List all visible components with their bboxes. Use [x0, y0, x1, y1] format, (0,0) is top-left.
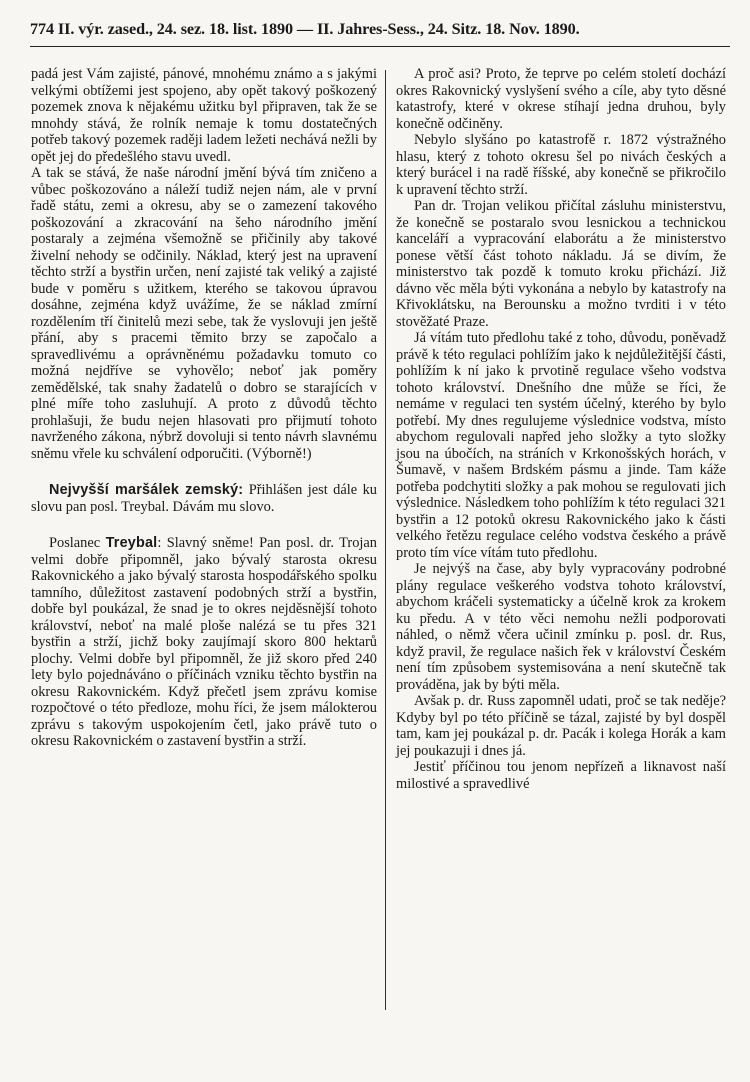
right-paragraph-3: Pan dr. Trojan velikou přičítal zásluhu ministerstvu, že konečně se postaralo svou lesnickou a technickou kanceláří a vypracování elaborátu a že ministerstvo ponese větší část tohoto nákladu. Já se divím, že ministerstvo tak pozdě k tomuto kroku přichází. Již dávno věc měla býti vykonána a nebylo by katastrofy na Křivoklátsku, na Berounsku a možno tvrditi i v této stověžaté Praze.: [396, 198, 726, 330]
speaker-marshal: Nejvyšší maršálek zemský:: [49, 482, 244, 498]
left-paragraph-1: padá jest Vám zajisté, pánové, mnohému známo a s jakými velkými obtížemi jest spojeno, aby opět takový poškozený pozemek znova k nějakému užitku byl připraven, tak že se mnohdy stává, že rolník nemaje k tomu dostatečných potřeb takový pozemek raději ladem ležeti nechává nežli by opět jej do předešlého stavu uvedl.: [31, 66, 377, 165]
right-paragraph-4: Já vítám tuto předlohu také z toho, důvodu, poněvadž právě k této regulaci pohlížím jako k nejdůležitější části, pohlížím k ní jako k prvotině regulace všeho vodstva tohoto království. Dnešního dne může se říci, že nemáme v regulaci ten systém účelný, kterého by bylo potřebí. My dnes regulujeme výslednice vodstva, místo abychom regulovali napřed jeho složky a tyto složky jsou na úbočích, na stráních v Krkonošských horách, v Šumavě, v našem Brdském pásmu a jinde. Tam káže potřeba podchytiti složky a pak mohou se regulovati jich výslednice. Následkem toho pohlížím k této regulaci 321 bystřin a 12 potoků okresu Rakovnického jako k části velkého řetězu regulace celého vodstva českého a právě proto tím více vítám tuto předlohu.: [396, 330, 726, 561]
page-header: 774 II. výr. zased., 24. sez. 18. list. 1890 — II. Jahres-Sess., 24. Sitz. 18. Nov. 1890.: [30, 20, 730, 47]
right-column: [396, 66, 726, 792]
left-paragraph-2: A tak se stává, že naše národní jmění bývá tím zničeno a vůbec poškozováno a náleží tudiž nejen nám, ale v první řadě státu, zemi a okresu, aby se o zamezení takového poškozování a zkracování na šeho národního jmění postaraly a zejména všemožně se přičinily aby takové živelní nehody se odčinily. Náklad, který jest na upravení těchto strží a bystřin určen, není zajisté tak veliký a zajisté bude v poměru s užitkem, kterého se takovou úpravou dosáhne, zejména když uvážíme, že se náklad zmírní rozdělením tří činitelů mezi sebe, tak že vyslovuji jen ještě přání, aby s pracemi těmito brzy se započalo a spravedlivému a oprávněnému požadavku tomuto co možná nejdříve se vyhovělo; neboť jak poměry zemědělské, tak snahy žadatelů o dobro se starajících v plné míře toho zasluhují. A proto z důvodů těchto prohlašuji, že budu nejen hlasovati pro přijmutí tohoto navrženého zákona, nýbrž dovoluji si tento návrh slavnému sněmu vřele ku schválení odporučiti. (Výborně!): [31, 165, 377, 462]
right-paragraph-7: Jestiť příčinou tou jenom nepřízeň a liknavost naší milostivé a spravedlivé: [396, 759, 726, 792]
left-column: [31, 66, 377, 750]
left-paragraph-3-text: Přihlášen jest dále ku slovu pan posl. Treybal. Dávám mu slovo.: [31, 482, 377, 515]
right-paragraph-2: Nebylo slyšáno po katastrofě r. 1872 výstražného hlasu, který z tohoto okresu šel po nivách českých a který burácel i na radě říšské, aby konečně se přikročilo k upravení těchto strží.: [396, 132, 726, 198]
left-paragraph-4-prefix: Poslanec: [49, 535, 106, 551]
left-paragraph-4-text: : Slavný sněme! Pan posl. dr. Trojan velmi dobře připomněl, jako bývalý starosta okresu Rakovnického a jako bývalý starosta hospodářského spolku tamního, důležitost zastavení podobných strží a bystřin, dobře byl poukázal, že snad je to okres nejděsnější tohoto království, neboť na malé ploše nalézá se tu přes 321 bystřin a strží, jichž boky zaujímají skoro 800 hektarů plochy. Velmi dobře byl připomněl, že již skoro před 240 lety bylo pojednáváno o příčinách vzniku těchto bystřin na okresu Rakovnickém. Když přečetl jsem zprávu komise rozpočtové o této předloze, mohu říci, že jsem málokterou zprávu s takovým uspokojením četl, jako právě tuto o okresu Rakovnickém o zastavení bystřin a strží.: [31, 535, 377, 749]
right-paragraph-5: Je nejvýš na čase, aby byly vypracovány podrobné plány regulace veškerého vodstva tohoto království, abychom kráčeli systematicky a účelně krok za krokem ku předu. A v této věci nemohu nežli podporovati náhled, o němž včera učinil zmínku p. posl. dr. Rus, když pravil, že regulace našich řek v království Českém není tím způsobem systemisována a není skutečně tak prováděna, jak by býti měla.: [396, 561, 726, 693]
right-paragraph-6: Avšak p. dr. Russ zapomněl udati, proč se tak neděje? Kdyby byl po této příčině se tázal, zajisté by byl dospěl tam, kam jej poukázal p. dr. Pacák i kolega Horák a kam jej poukazuji i dnes já.: [396, 693, 726, 759]
left-paragraph-3: [31, 482, 377, 515]
column-divider: [385, 70, 386, 1010]
left-paragraph-4: [31, 535, 377, 750]
right-paragraph-1: A proč asi? Proto, že teprve po celém století dochází okres Rakovnický vyslyšení svého a cíle, aby tyto děsné katastrofy, které v okrese stíhají jedna druhou, byly konečně odčiněny.: [396, 66, 726, 132]
speaker-treybal: Treybal: [105, 535, 158, 551]
